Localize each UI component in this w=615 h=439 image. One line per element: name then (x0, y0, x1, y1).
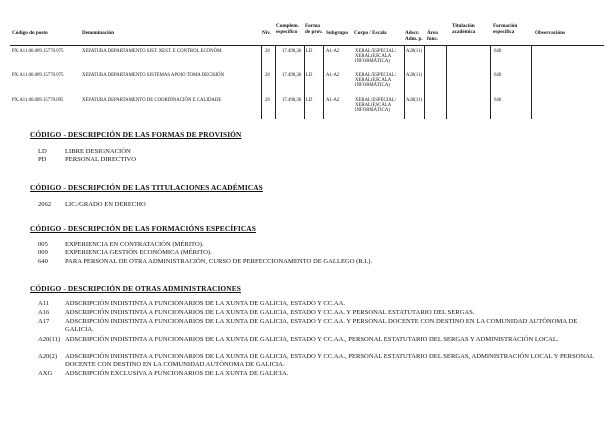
table-header-rule (10, 45, 604, 46)
header-observacions: Observacións (535, 30, 565, 36)
legend-desc: ADSCRIPCIÓN INDISTINTA A FUNCIONARIOS DE LA XUNTA DE GALICIA, ESTADO Y CC.AA. Y PERSONAL ESTATUTARIO DEL SERGAS. (65, 309, 475, 316)
header-titulacion: Titulación académica (452, 23, 476, 35)
cell-subgrupo: A1-A2 (326, 98, 340, 103)
legend-code: 005 (38, 241, 48, 248)
legend-desc: ADSCRIPCIÓN EXCLUSIVA A FUNCIONARIOS DE LA XUNTA DE GALICIA. (65, 370, 289, 377)
legend-code: PD (38, 156, 47, 163)
column-rule (275, 45, 276, 119)
cell-subgrupo: A1-A2 (326, 73, 340, 78)
section-title: CÓDIGO - DESCRIPCIÓN DE OTRAS ADMINISTRACIONES (30, 284, 241, 293)
header-formacion: Formación específica (493, 23, 518, 35)
header-subgrupo: Subgrupo (326, 30, 348, 36)
header-codigo: Código do posto (12, 30, 48, 36)
legend-code: A16 (38, 309, 50, 316)
cell-denominacion: XEFATURA DEPARTAMENTO DE COORDINACIÓN E CALIDADE (82, 98, 222, 103)
cell-niv: 28 (265, 73, 270, 78)
legend-code: 009 (38, 249, 48, 256)
header-niv: Niv. (262, 30, 271, 36)
legend-desc: EXPERIENCIA GESTIÓN ECONÓMICA (MÉRITO). (65, 249, 212, 256)
legend-desc: EXPERIENCIA EN CONTRATACIÓN (MÉRITO). (65, 241, 204, 248)
header-forma: Forma de prov. (305, 23, 323, 35)
legend-code: LD (38, 148, 47, 155)
cell-denominacion: XEFATURA DEPARTAMENTO SISTEMAS APOIO TOMA DECISIÓN (82, 73, 225, 78)
legend-code: 640 (38, 258, 48, 265)
cell-codigo: PX.A11.06.009.15770.075 (12, 49, 64, 54)
cell-adscr: A20(11) (406, 49, 423, 54)
cell-forma: LD (306, 49, 313, 54)
column-rule (261, 45, 262, 119)
cell-formacion: 640 (494, 98, 502, 103)
cell-codigo: PX.A11.06.009.15770.095 (12, 98, 64, 103)
legend-code: A20(11) (38, 336, 61, 343)
section-title: CÓDIGO - DESCRIPCIÓN DE LAS TITULACIONES ACADÉMICAS (30, 183, 263, 192)
column-rule (424, 45, 425, 119)
cell-niv: 28 (265, 98, 270, 103)
column-rule (404, 45, 405, 119)
legend-desc: ADSCRIPCIÓN INDISTINTA A FUNCIONARIOS DE LA XUNTA DE GALICIA, ESTADO Y CC.AA. Y PERSONAL DOCENTE CON DESTINO EN LA COMUNIDAD AUTÓNOMA DE GALICIA. (65, 318, 578, 334)
cell-complemento: 17.498,36 (282, 49, 302, 54)
cell-corpo: XERAL/ESPECIAL/ XERAL(ESCALA INFORMÁTICA) (355, 73, 397, 89)
cell-codigo: PX.A11.06.009.15770.075 (12, 73, 64, 78)
cell-denominacion: XEFATURA DEPARTAMENTO SIST. XEST. E CONTROL ECONÓM. (82, 49, 223, 54)
legend-desc: ADSCRIPCIÓN INDISTINTA A FUNCIONARIOS DE LA XUNTA DE GALICIA, ESTADO Y CC.AA. (65, 300, 345, 307)
column-rule (323, 45, 324, 119)
header-complemento: Complem. específico (276, 23, 299, 35)
legend-desc: ADSCRIPCIÓN INDISTINTA A FUNCIONARIOS DE LA XUNTA DE GALICIA, ESTADO Y CC.AA., PERSONAL ESTATUTARIO DEL SERGAS, ADMINISTRACIÓN LOCAL Y PERSONAL DOCENTE CON DESTINO EN LA COMUNIDAD AUTÓNOMA DE GALICIA. (65, 353, 594, 369)
legend-desc: PARA PERSONAL DE OTRA ADMINISTRACIÓN, CURSO DE PERFECCIONAMENTO DE GALLEGO (R.I.). (65, 258, 373, 265)
header-adscr: Adscr. Adm. p. (405, 30, 423, 42)
column-rule (490, 45, 491, 119)
legend-desc: ADSCRIPCIÓN INDISTINTA A FUNCIONARIOS DE LA XUNTA DE GALICIA, ESTADO Y CC.AA., PERSONAL ESTATUTARIO DEL SERGAS Y ADMINISTRACIÓN LOCAL. (65, 336, 559, 343)
legend-code: 2062 (38, 201, 52, 208)
header-corpo: Corpo / Escala (354, 30, 387, 36)
cell-corpo: XERAL/ESPECIAL/ XERAL(ESCALA INFORMÁTICA) (355, 98, 397, 114)
cell-formacion: 640 (494, 49, 502, 54)
cell-formacion: 640 (494, 73, 502, 78)
cell-complemento: 17.498,36 (282, 98, 302, 103)
cell-forma: LD (306, 73, 313, 78)
column-rule (531, 45, 532, 119)
section-title: CÓDIGO - DESCRIPCIÓN DE LAS FORMAS DE PROVISIÓN (30, 130, 242, 139)
legend-desc: LIC./GRADO EN DERECHO (65, 201, 146, 208)
column-rule (304, 45, 305, 119)
header-denominacion: Denominación (82, 30, 114, 36)
cell-subgrupo: A1-A2 (326, 49, 340, 54)
cell-complemento: 17.498,36 (282, 73, 302, 78)
cell-forma: LD (306, 98, 313, 103)
header-area: Área func. (427, 30, 439, 42)
legend-code: A20(2) (38, 353, 58, 360)
column-rule (446, 45, 447, 119)
cell-adscr: A20(11) (406, 73, 423, 78)
cell-adscr: A20(11) (406, 98, 423, 103)
legend-desc: LIBRE DESIGNACIÓN (65, 148, 131, 155)
cell-corpo: XERAL/ESPECIAL/ XERAL(ESCALA INFORMÁTICA) (355, 49, 397, 65)
legend-code: AXG (38, 370, 53, 377)
legend-code: A17 (38, 318, 50, 325)
section-title: CÓDIGO - DESCRIPCIÓN DE LAS FORMACIÓNS ESPECÍFICAS (30, 224, 256, 233)
legend-desc: PERSONAL DIRECTIVO (65, 156, 137, 163)
cell-niv: 28 (265, 49, 270, 54)
legend-code: A11 (38, 300, 50, 307)
